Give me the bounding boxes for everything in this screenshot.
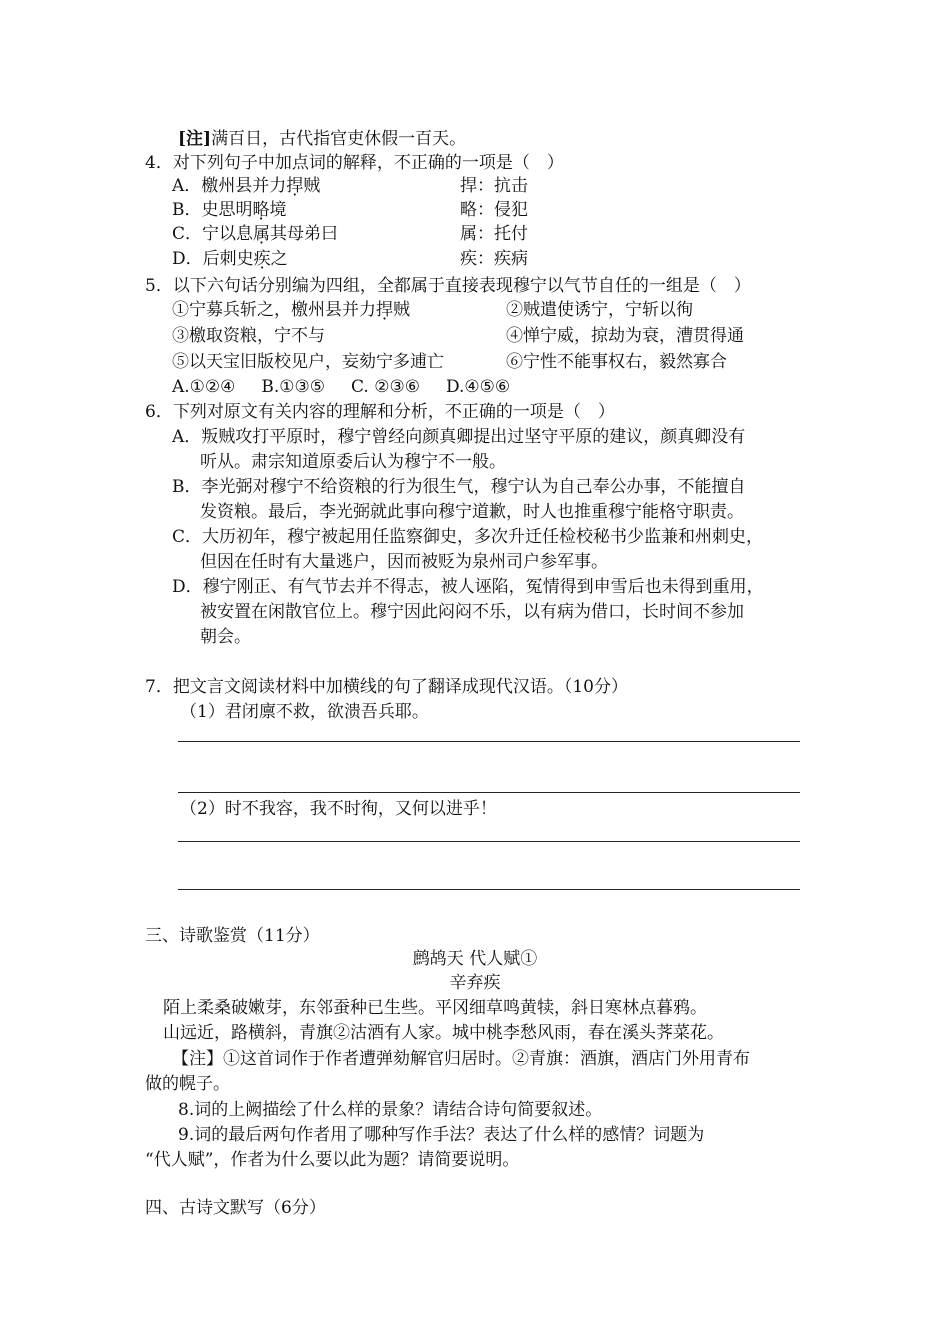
answer-line-3 (178, 841, 800, 842)
q7-sentence-2: （2）时不我容，我不时徇，又何以进乎！ (180, 799, 497, 819)
q7-sentence-1: （1）君闭廪不救，欲溃吾兵耶。 (180, 702, 429, 722)
question-8: 8.词的上阙描绘了什么样的景象？请结合诗句简要叙述。 (178, 1100, 603, 1120)
q5-row3-left: ⑤以天宝旧版校见户，妄劾宁多逋亡 (172, 352, 444, 372)
poem-note-line-2: 做的幌子。 (145, 1074, 230, 1094)
q5-choice-c: C. ②③⑥ (351, 377, 420, 397)
q6-option-c-line1: C．大历初年，穆宁被起用任监察御史，多次升迁任检校秘书少监兼和州刺史， (172, 527, 764, 547)
q6-option-a-line2: 听从。肃宗知道原委后认为穆宁不一般。 (200, 452, 506, 472)
answer-line-4 (178, 889, 800, 890)
q5-row2-right: ④惮宁威，掠劫为衰，漕贯得通 (506, 326, 744, 346)
q6-option-d-line1: D．穆宁刚正、有气节去并不得志，被人诬陷，冤情得到申雪后也未得到重用， (172, 577, 764, 597)
q6-option-b-line1: B．李光弼对穆宁不给资粮的行为很生气，穆宁认为自己奉公办事，不能擅自 (172, 477, 746, 497)
answer-line-1 (178, 741, 800, 742)
q4-gloss-c: 属：托付 (460, 224, 528, 244)
q4-gloss-a: 捍：抗击 (460, 176, 528, 196)
q5-choices (172, 375, 510, 399)
q4-gloss-d: 疾：疾病 (460, 249, 528, 269)
note-bracket: [注] (178, 129, 212, 149)
q5-stem: 5．以下六句话分别编为四组，全都属于直接表现穆宁以气节自任的一组是（ ） (145, 276, 751, 296)
q5-row1-right: ②贼遣使诱宁，宁斩以徇 (506, 300, 693, 320)
poem-note-line-1: 【注】①这首词作于作者遭弹劾解官归居时。②青旗：酒旗，酒店门外用青布 (172, 1049, 750, 1069)
q5-row2-left: ③檄取资粮，宁不与 (172, 326, 325, 346)
q5-choice-a: A.①②④ (172, 377, 236, 397)
poem-author: 辛弃疾 (449, 973, 501, 993)
poem-line-1: 陌上柔桑破嫩芽，东邻蚕种已生些。平冈细草鸣黄犊，斜日寒林点暮鸦。 (163, 998, 707, 1018)
q6-option-d-line2: 被安置在闲散官位上。穆宁因此闷闷不乐，以有病为借口，长时间不参加 (200, 602, 744, 622)
q4-option-a: A．檄州县并力捍贼 (172, 176, 321, 196)
q5-choice-b: B.①③⑤ (261, 377, 326, 397)
q4-option-d: D．后刺史疾之 (172, 249, 288, 269)
q5-row1-left: ①宁募兵斩之，檄州县并力捍贼 (172, 300, 410, 320)
q6-option-c-line2: 但因在任时有大量逃户，因而被贬为泉州司户参军事。 (200, 552, 608, 572)
q4-option-b: B．史思明略境 (172, 200, 287, 220)
q6-option-b-line2: 发资粮。最后，李光弼就此事向穆宁道歉，时人也推重穆宁能格守职责。 (200, 502, 744, 522)
section3-heading: 三、诗歌鉴赏（11分） (145, 926, 320, 946)
poem-title: 鹧鸪天 代人赋① (412, 949, 538, 969)
note-top (178, 127, 466, 151)
q6-stem: 6．下列对原文有关内容的理解和分析，不正确的一项是（ ） (145, 402, 615, 422)
question-9-line-2: “代人赋”，作者为什么要以此为题？请简要说明。 (145, 1150, 520, 1170)
note-text: 满百日，古代指官吏休假一百天。 (211, 129, 467, 149)
q6-option-a-line1: A．叛贼攻打平原时，穆宁曾经向颜真卿提出过坚守平原的建议，颜真卿没有 (172, 427, 746, 447)
q7-stem: 7．把文言文阅读材料中加横线的句了翻译成现代汉语。（10分） (145, 677, 628, 697)
question-9-line-1: 9.词的最后两句作者用了哪种写作手法？表达了什么样的感情？词题为 (178, 1125, 705, 1145)
q5-row3-right: ⑥宁性不能事权右，毅然寡合 (506, 352, 727, 372)
poem-line-2: 山远近，路横斜，青旗②沽酒有人家。城中桃李愁风雨，春在溪头荠菜花。 (163, 1023, 724, 1043)
q4-gloss-b: 略：侵犯 (460, 200, 528, 220)
q4-stem: 4．对下列句子中加点词的解释，不正确的一项是（ ） (145, 153, 564, 173)
q5-choice-d: D.④⑤⑥ (445, 377, 511, 397)
answer-line-2 (178, 792, 800, 793)
section4-heading: 四、古诗文默写（6分） (145, 1198, 326, 1218)
q6-option-d-line3: 朝会。 (200, 627, 251, 647)
q4-option-c: C．宁以息属其母弟曰 (172, 224, 339, 244)
